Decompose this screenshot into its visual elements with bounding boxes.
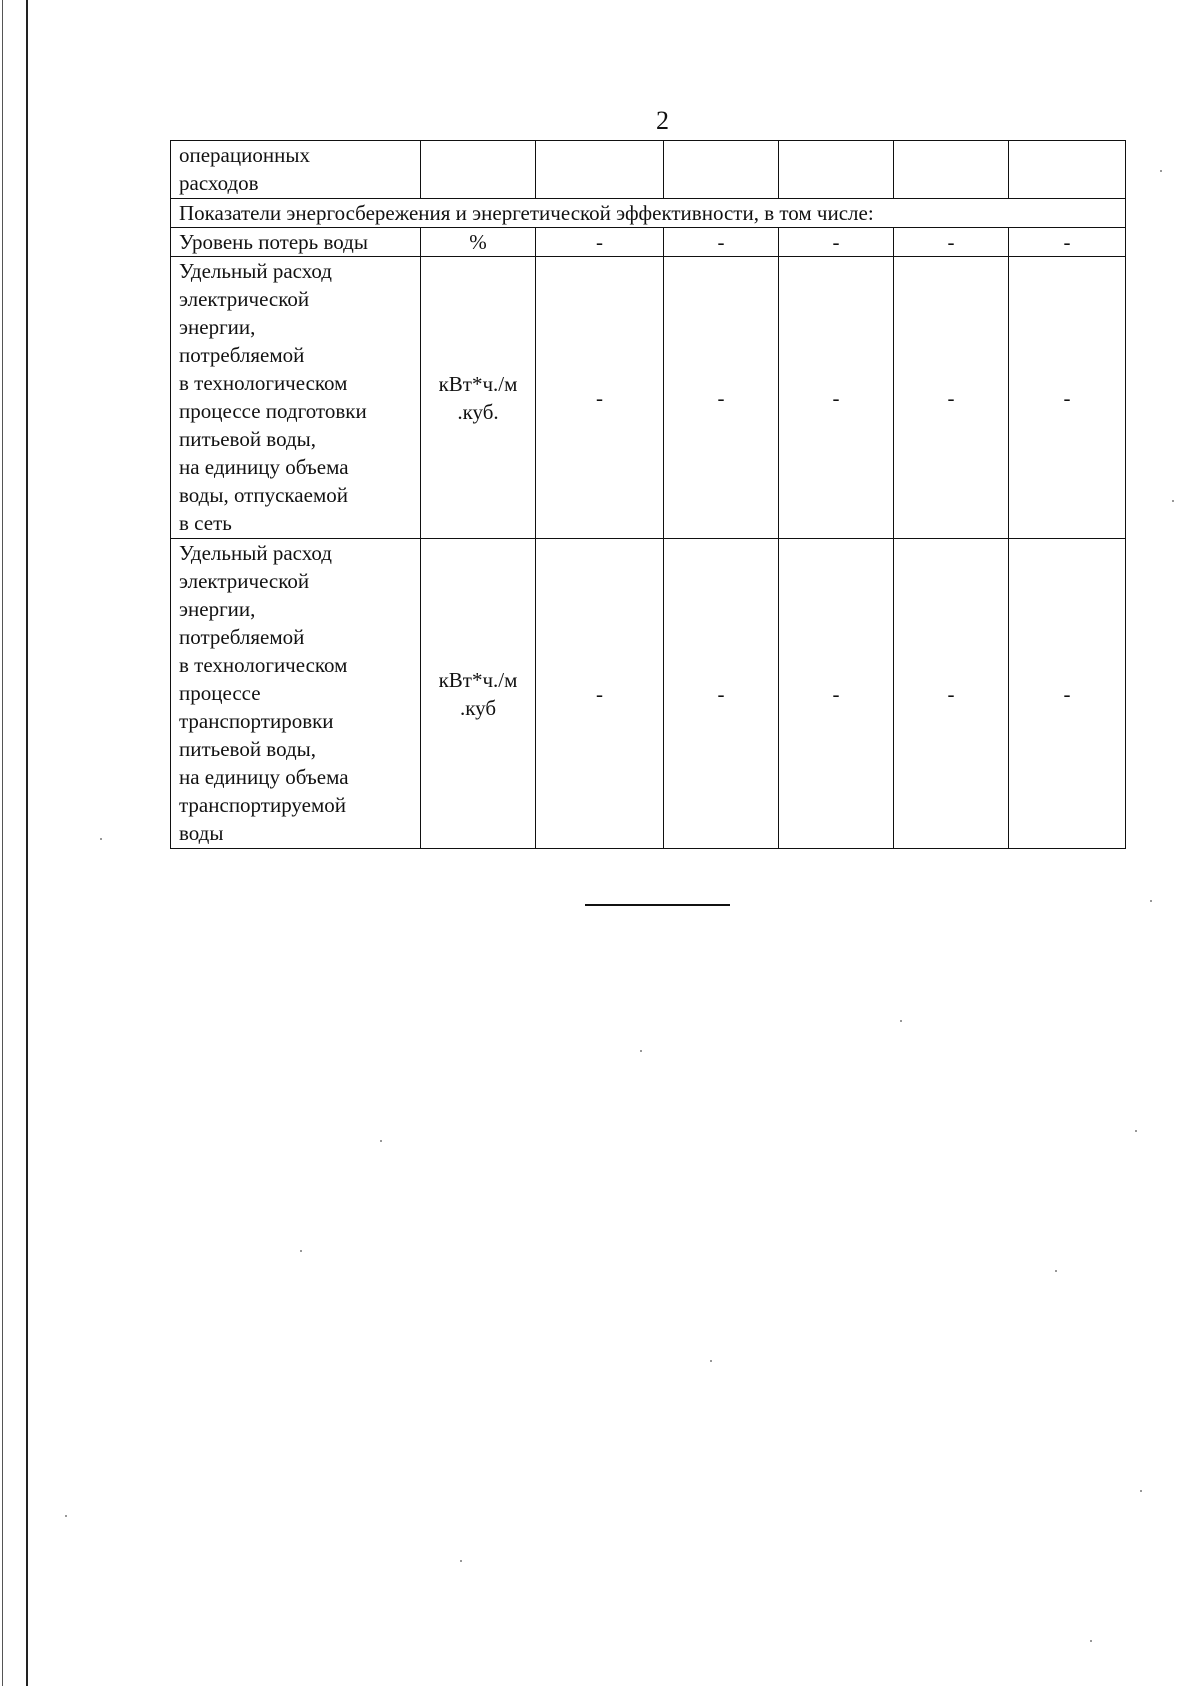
value-cell: - bbox=[536, 539, 664, 849]
row-label: Удельный расход электрической энергии, потребляемой в технологическом процессе транспортировки питьевой воды, на единицу объема транспортируемой воды bbox=[171, 539, 421, 849]
scan-speck bbox=[1055, 1270, 1057, 1272]
row-label: Удельный расход электрической энергии, потребляемой в технологическом процессе подготовки питьевой воды, на единицу объема воды, отпускаемой в сеть bbox=[171, 257, 421, 539]
table-row-water-loss bbox=[171, 228, 1126, 257]
table-cell bbox=[1009, 141, 1126, 199]
scan-speck bbox=[65, 1515, 67, 1517]
table-row-energy-prep bbox=[171, 257, 1126, 539]
value-cell: - bbox=[894, 228, 1009, 257]
scan-speck bbox=[710, 1360, 712, 1362]
section-header: Показатели энергосбережения и энергетической эффективности, в том числе: bbox=[171, 199, 1126, 228]
scan-speck bbox=[1090, 1640, 1092, 1642]
indicators-table bbox=[170, 140, 1126, 849]
unit-cell: кВт*ч./м .куб bbox=[421, 539, 536, 849]
scan-speck bbox=[460, 1560, 462, 1562]
page-number: 2 bbox=[656, 106, 669, 135]
table-cell bbox=[894, 141, 1009, 199]
table-cell bbox=[536, 141, 664, 199]
table-cell bbox=[664, 141, 779, 199]
scan-edge bbox=[2, 0, 3, 1686]
scan-speck bbox=[300, 1250, 302, 1252]
table-row-section-header bbox=[171, 199, 1126, 228]
value-cell: - bbox=[664, 257, 779, 539]
value-cell: - bbox=[894, 539, 1009, 849]
value-cell: - bbox=[894, 257, 1009, 539]
scan-edge bbox=[26, 0, 28, 1686]
unit-cell: % bbox=[421, 228, 536, 257]
value-cell: - bbox=[1009, 257, 1126, 539]
end-separator-line bbox=[585, 904, 730, 906]
scan-speck bbox=[1172, 500, 1174, 502]
scan-speck bbox=[640, 1050, 642, 1052]
table-row-opex bbox=[171, 141, 1126, 199]
value-cell: - bbox=[1009, 539, 1126, 849]
value-cell: - bbox=[536, 257, 664, 539]
scan-speck bbox=[1160, 170, 1162, 172]
table-row-energy-transport bbox=[171, 539, 1126, 849]
scan-speck bbox=[1140, 1490, 1142, 1492]
scan-speck bbox=[1150, 900, 1152, 902]
scan-speck bbox=[900, 1020, 902, 1022]
value-cell: - bbox=[1009, 228, 1126, 257]
value-cell: - bbox=[779, 257, 894, 539]
table-cell bbox=[779, 141, 894, 199]
unit-cell: кВт*ч./м .куб. bbox=[421, 257, 536, 539]
row-label: операционных расходов bbox=[171, 141, 421, 199]
scan-speck bbox=[100, 838, 102, 840]
value-cell: - bbox=[779, 539, 894, 849]
value-cell: - bbox=[664, 228, 779, 257]
scan-speck bbox=[1135, 1130, 1137, 1132]
value-cell: - bbox=[536, 228, 664, 257]
value-cell: - bbox=[664, 539, 779, 849]
row-label: Уровень потерь воды bbox=[171, 228, 421, 257]
value-cell: - bbox=[779, 228, 894, 257]
table-cell bbox=[421, 141, 536, 199]
scan-speck bbox=[380, 1140, 382, 1142]
